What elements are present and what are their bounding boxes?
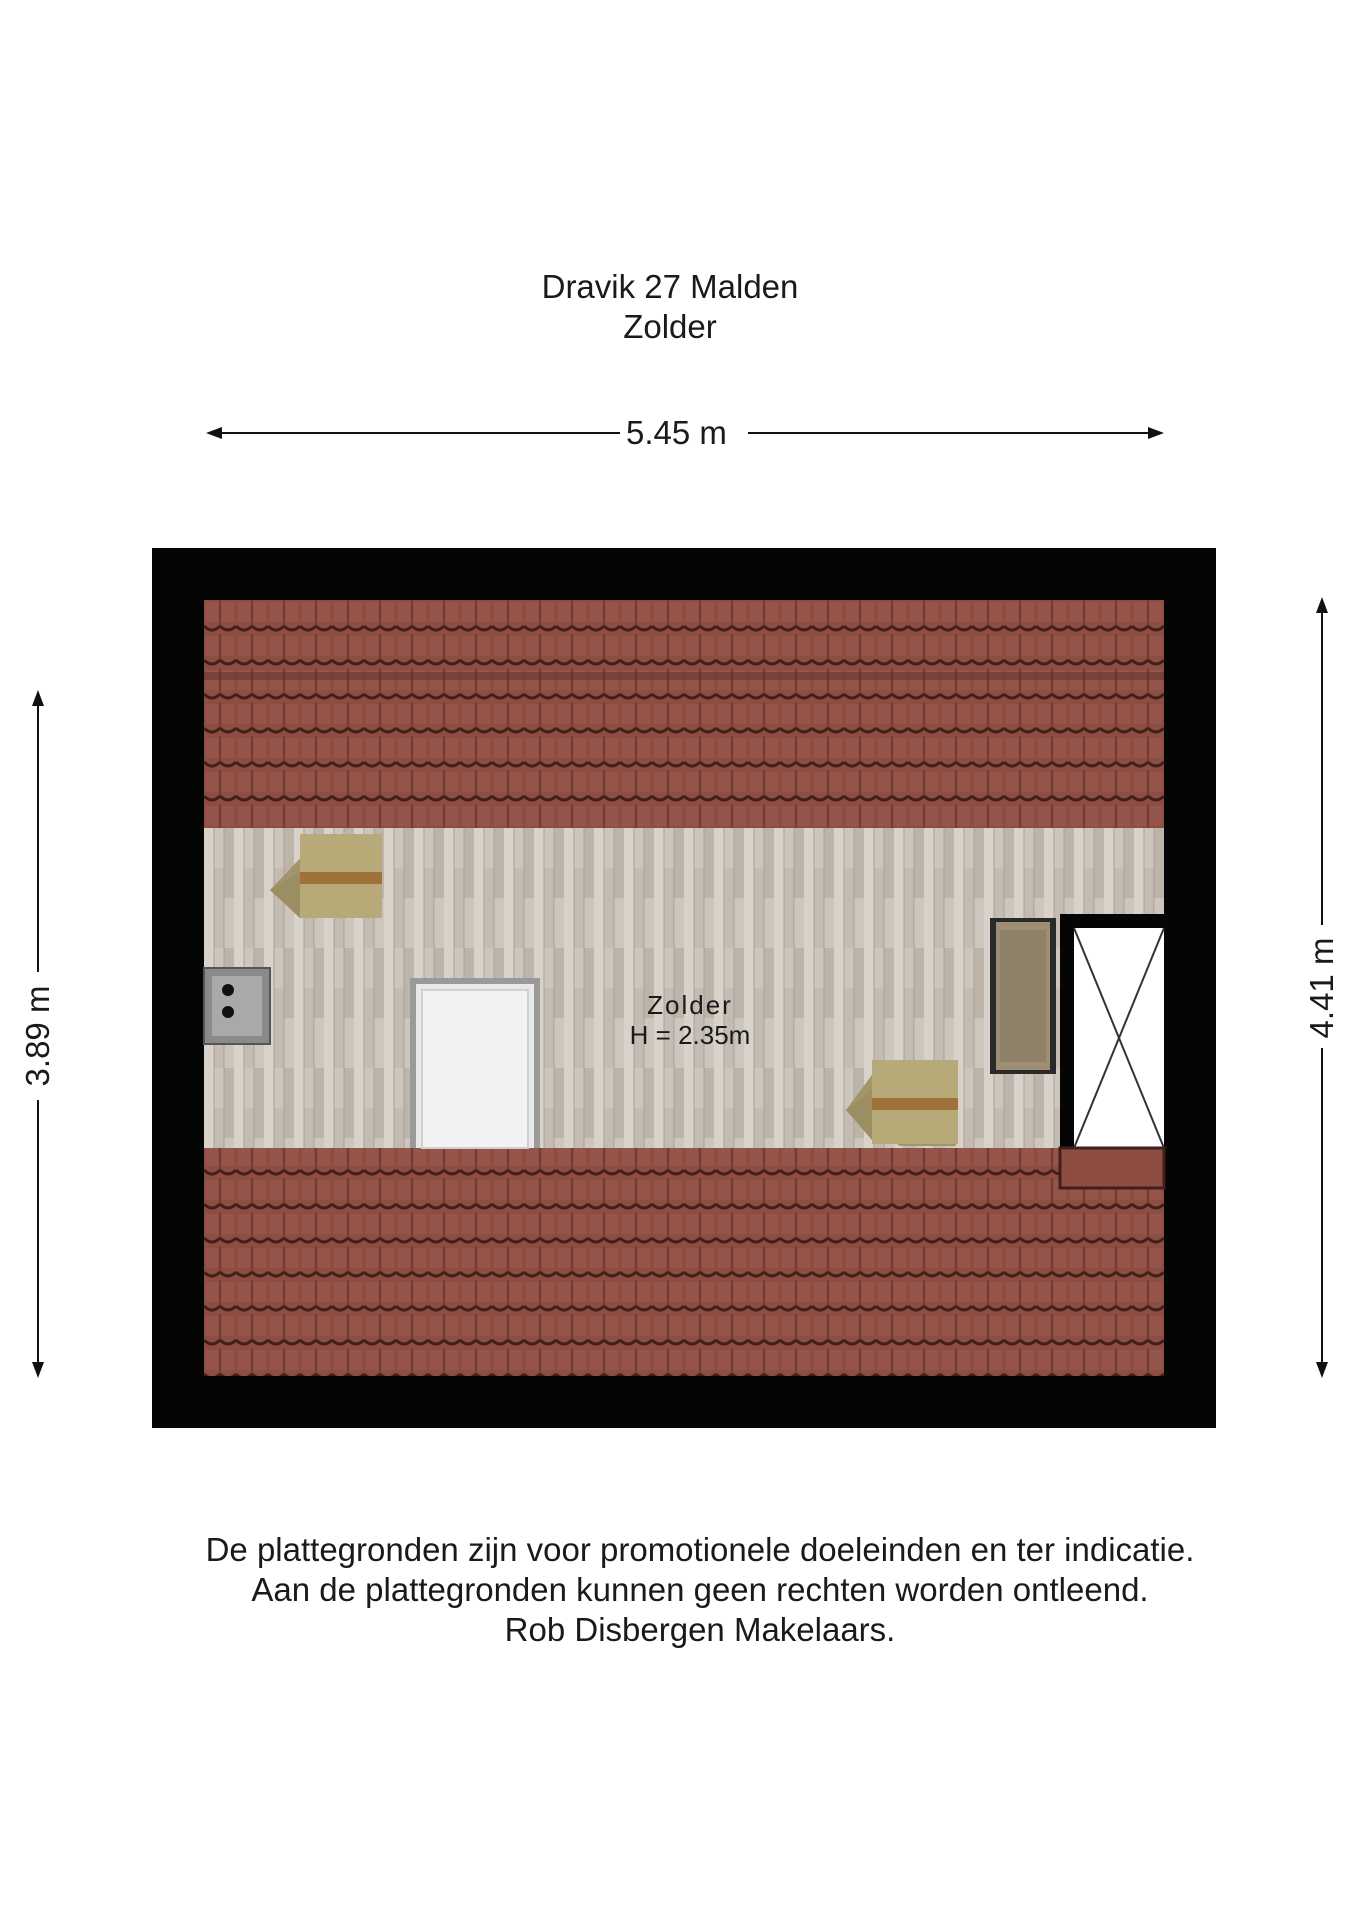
chimney-icon [204, 968, 270, 1044]
width-dimension-label: 5.45 m [626, 414, 727, 451]
room-height-label: H = 2.35m [629, 1020, 751, 1050]
right-height-dimension-label: 4.41 m [1302, 928, 1342, 1048]
desk-icon [990, 918, 1056, 1074]
address-title: Dravik 27 Malden [541, 268, 799, 305]
skylight-window-icon [1060, 914, 1164, 1188]
disclaimer-line-1: De plattegronden zijn voor promotionele doeleinden en ter indicatie. [205, 1531, 1195, 1568]
roof-slope-upper [204, 600, 1164, 828]
roof-slope-lower [204, 1148, 1164, 1376]
disclaimer-line-2: Aan de plattegronden kunnen geen rechten worden ontleend. [251, 1571, 1149, 1608]
floor-title: Zolder [623, 308, 717, 345]
left-height-dimension-label: 3.89 m [18, 974, 58, 1098]
room-name-label: Zolder [647, 990, 733, 1020]
roof-hatch-icon [410, 978, 540, 1148]
disclaimer-line-3: Rob Disbergen Makelaars. [504, 1611, 896, 1648]
